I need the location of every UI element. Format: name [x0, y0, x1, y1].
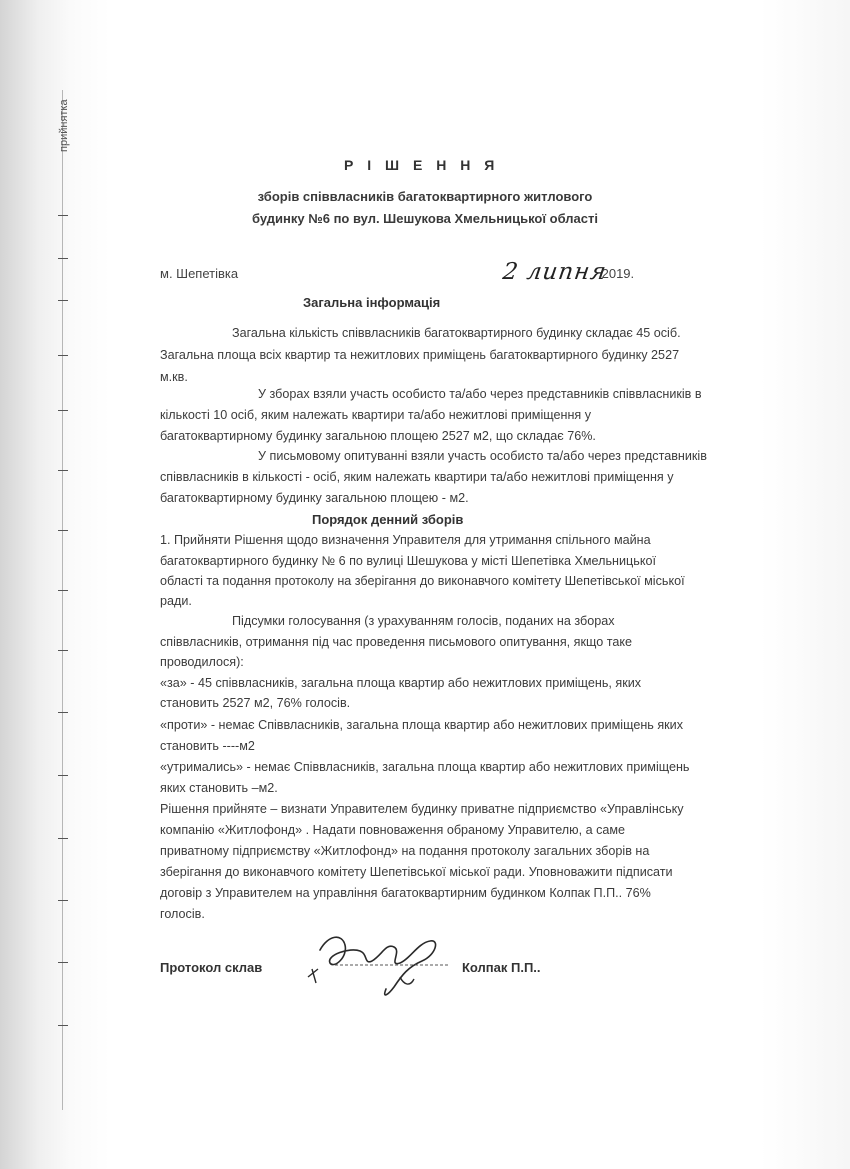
general-line: кількості 10 осіб, яким належать квартири та/або нежитлові приміщення у: [160, 408, 592, 422]
agenda-line: Рішення прийняте – визнати Управителем будинку приватне підприємство «Управлінську: [160, 802, 684, 816]
margin-note: прийнятка: [58, 99, 70, 152]
agenda-line: становить 2527 м2, 76% голосів.: [160, 696, 351, 710]
agenda-line: яких становить –м2.: [160, 781, 278, 795]
agenda-line: багатоквартирного будинку № 6 по вулиці Шешукова у місті Шепетівка Хмельницької: [160, 554, 656, 568]
agenda-line: Підсумки голосування (з урахуванням голосів, поданих на зборах: [232, 614, 615, 628]
agenda-line: голосів.: [160, 907, 205, 921]
general-line: багатоквартирному будинку загальною площею - м2.: [160, 491, 469, 505]
section-general-title: Загальна інформація: [303, 295, 441, 310]
agenda-line: приватному підприємству «Житлофонд» на подання протоколу загальних зборів на: [160, 844, 650, 858]
general-line: Загальна кількість співвласників багатоквартирного будинку складає 45 осіб.: [232, 326, 681, 340]
protocol-signer-name: Колпак П.П..: [462, 960, 541, 975]
handwritten-signature: [290, 925, 450, 1005]
agenda-line: 1. Прийняти Рішення щодо визначення Управителя для утримання спільного майна: [160, 533, 651, 547]
protocol-label: Протокол склав: [160, 960, 263, 975]
agenda-line: проводилося):: [160, 655, 244, 669]
handwritten-date: 2 липня: [501, 259, 609, 285]
subtitle-line-2: будинку №6 по вул. Шешукова Хмельницької області: [252, 211, 598, 226]
general-line: Загальна площа всіх квартир та нежитлових приміщень багатоквартирного будинку 2527: [160, 348, 680, 362]
agenda-line: компанію «Житлофонд» . Надати повноваження обраному Управителю, а саме: [160, 823, 626, 837]
agenda-line: співвласників, отримання під час проведення письмового опитування, якщо таке: [160, 635, 633, 649]
general-line: співвласників в кількості - осіб, яким належать квартири та/або нежитлові приміщення у: [160, 470, 674, 484]
section-agenda-title: Порядок денний зборів: [312, 512, 464, 527]
general-line: У зборах взяли участь особисто та/або через представників співвласників в: [258, 387, 702, 401]
general-line: У письмовому опитуванні взяли участь особисто та/або через представників: [258, 449, 707, 463]
agenda-line: зберігання до виконавчого комітету Шепетівської міської ради. Уповноважити підписати: [160, 865, 673, 879]
agenda-line: становить ----м2: [160, 739, 255, 753]
agenda-line: області та подання протоколу на зберігання до виконавчого комітету Шепетівської міської: [160, 574, 685, 588]
date-year: .2019.: [598, 266, 635, 281]
subtitle-line-1: зборів співвласників багатоквартирного житлового: [257, 189, 593, 204]
agenda-line: договір з Управителем на управління багатоквартирним будинком Колпак П.П.. 76%: [160, 886, 651, 900]
agenda-line: «проти» - немає Співвласників, загальна площа квартир або нежитлових приміщень яких: [160, 718, 683, 732]
general-line: багатоквартирному будинку загальною площею 2527 м2, що складає 76%.: [160, 429, 596, 443]
binding-margin-line: [62, 90, 63, 1110]
city: м. Шепетівка: [160, 266, 239, 281]
agenda-line: «утримались» - немає Співвласників, загальна площа квартир або нежитлових приміщень: [160, 760, 690, 774]
agenda-line: ради.: [160, 594, 192, 608]
document-title: Р І Ш Е Н Н Я: [344, 157, 500, 173]
agenda-line: «за» - 45 співвласників, загальна площа квартир або нежитлових приміщень, яких: [160, 676, 642, 690]
general-line: м.кв.: [160, 370, 188, 384]
